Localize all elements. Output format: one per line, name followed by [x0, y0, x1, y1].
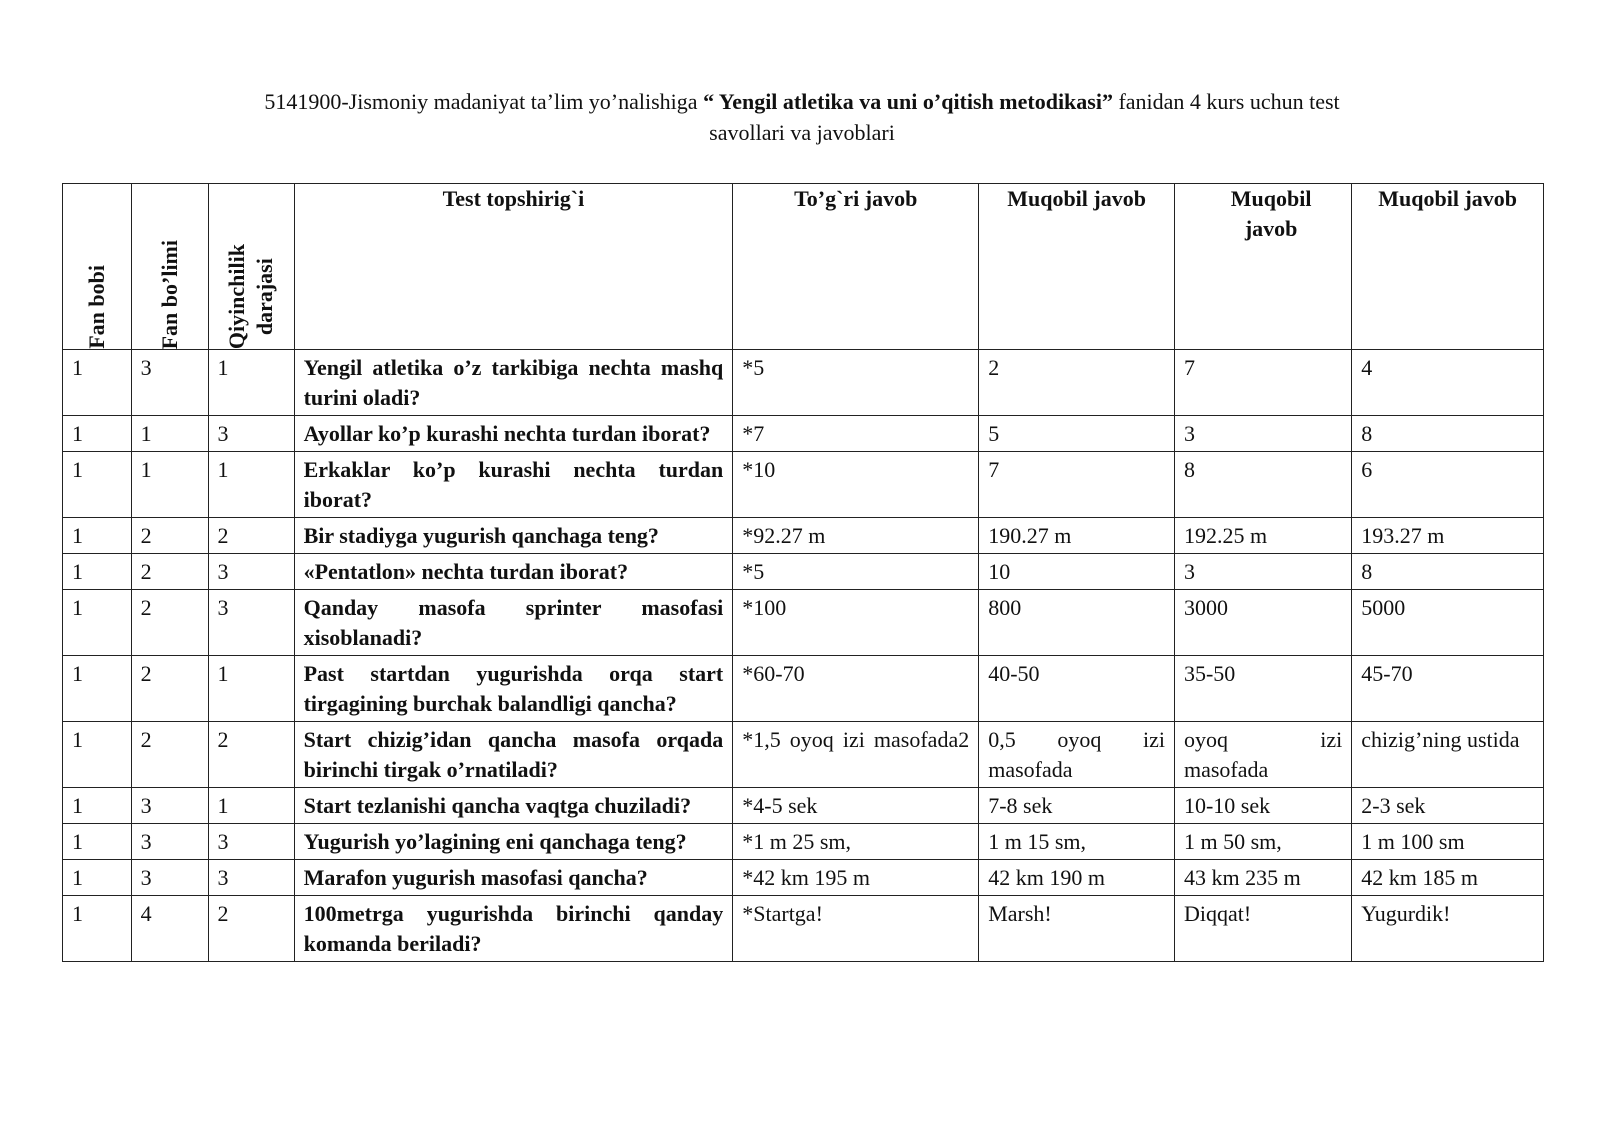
- cell-alt-answer-3: 1 m 100 sm: [1352, 824, 1544, 860]
- cell-daraja: 3: [208, 554, 294, 590]
- cell-alt-answer-1: 1 m 15 sm,: [979, 824, 1175, 860]
- title-subject-name: “ Yengil atletika va uni o’qitish metodikasi”: [703, 89, 1113, 114]
- cell-fan-bobi: 1: [63, 554, 132, 590]
- cell-correct-answer: *7: [733, 416, 979, 452]
- cell-alt-answer-1: 0,5 oyoq izi masofada: [979, 722, 1175, 788]
- cell-alt-answer-3: 2-3 sek: [1352, 788, 1544, 824]
- cell-alt-answer-1: 10: [979, 554, 1175, 590]
- cell-alt-answer-2: 3000: [1174, 590, 1351, 656]
- cell-question: Start tezlanishi qancha vaqtga chuziladi?: [294, 788, 733, 824]
- cell-alt-answer-3: 5000: [1352, 590, 1544, 656]
- cell-alt-answer-1: 2: [979, 350, 1175, 416]
- header-row: [63, 184, 1544, 350]
- cell-alt-answer-3: 193.27 m: [1352, 518, 1544, 554]
- cell-alt-answer-1: 42 km 190 m: [979, 860, 1175, 896]
- cell-alt-answer-2: 3: [1174, 416, 1351, 452]
- cell-alt-answer-3: 4: [1352, 350, 1544, 416]
- cell-alt-answer-3: 6: [1352, 452, 1544, 518]
- cell-daraja: 1: [208, 656, 294, 722]
- cell-correct-answer: *1,5 oyoq izi masofada2: [733, 722, 979, 788]
- cell-alt-answer-1: 40-50: [979, 656, 1175, 722]
- cell-alt-answer-3: 8: [1352, 554, 1544, 590]
- cell-fan-bolimi: 1: [131, 452, 208, 518]
- cell-daraja: 3: [208, 824, 294, 860]
- cell-alt-answer-1: 800: [979, 590, 1175, 656]
- cell-question: 100metrga yugurishda birinchi qanday komanda beriladi?: [294, 896, 733, 962]
- cell-daraja: 1: [208, 452, 294, 518]
- cell-correct-answer: *100: [733, 590, 979, 656]
- header-muqobil-javob-1: Muqobil javob: [979, 184, 1175, 350]
- cell-fan-bolimi: 2: [131, 590, 208, 656]
- cell-daraja: 2: [208, 518, 294, 554]
- cell-daraja: 1: [208, 788, 294, 824]
- cell-correct-answer: *10: [733, 452, 979, 518]
- cell-question: Yengil atletika o’z tarkibiga nechta mashq turini oladi?: [294, 350, 733, 416]
- title-part-2: fanidan 4 kurs uchun test: [1112, 89, 1340, 114]
- cell-fan-bolimi: 3: [131, 350, 208, 416]
- cell-correct-answer: *42 km 195 m: [733, 860, 979, 896]
- cell-alt-answer-2: 43 km 235 m: [1174, 860, 1351, 896]
- cell-alt-answer-3: chizig’ning ustida: [1352, 722, 1544, 788]
- cell-daraja: 1: [208, 350, 294, 416]
- header-fan-bobi: Fan bobi: [63, 184, 132, 350]
- header-togri-javob: To’g`ri javob: [733, 184, 979, 350]
- cell-daraja: 2: [208, 896, 294, 962]
- table-row: [63, 722, 1544, 788]
- cell-question: Marafon yugurish masofasi qancha?: [294, 860, 733, 896]
- cell-fan-bobi: 1: [63, 860, 132, 896]
- cell-correct-answer: *5: [733, 350, 979, 416]
- cell-alt-answer-1: 7: [979, 452, 1175, 518]
- cell-fan-bolimi: 3: [131, 788, 208, 824]
- cell-fan-bobi: 1: [63, 518, 132, 554]
- cell-correct-answer: *1 m 25 sm,: [733, 824, 979, 860]
- table-row: [63, 518, 1544, 554]
- cell-fan-bobi: 1: [63, 722, 132, 788]
- cell-alt-answer-2: 192.25 m: [1174, 518, 1351, 554]
- cell-alt-answer-3: 45-70: [1352, 656, 1544, 722]
- cell-alt-answer-1: 5: [979, 416, 1175, 452]
- cell-fan-bolimi: 1: [131, 416, 208, 452]
- cell-alt-answer-2: 8: [1174, 452, 1351, 518]
- cell-question: Ayollar ko’p kurashi nechta turdan iborat?: [294, 416, 733, 452]
- cell-fan-bobi: 1: [63, 656, 132, 722]
- test-questions-table: [62, 183, 1544, 962]
- cell-alt-answer-2: oyoq izi masofada: [1174, 722, 1351, 788]
- cell-correct-answer: *4-5 sek: [733, 788, 979, 824]
- table-row: [63, 554, 1544, 590]
- header-muqobil-javob-3: Muqobil javob: [1352, 184, 1544, 350]
- cell-fan-bobi: 1: [63, 416, 132, 452]
- cell-fan-bobi: 1: [63, 788, 132, 824]
- cell-alt-answer-2: 3: [1174, 554, 1351, 590]
- cell-alt-answer-2: 7: [1174, 350, 1351, 416]
- table-row: [63, 824, 1544, 860]
- cell-correct-answer: *5: [733, 554, 979, 590]
- cell-fan-bobi: 1: [63, 350, 132, 416]
- table-row: [63, 416, 1544, 452]
- cell-fan-bobi: 1: [63, 452, 132, 518]
- cell-alt-answer-2: 35-50: [1174, 656, 1351, 722]
- header-fan-bolimi: Fan bo’limi: [131, 184, 208, 350]
- document-title: [62, 86, 1542, 148]
- cell-correct-answer: *92.27 m: [733, 518, 979, 554]
- table-row: [63, 452, 1544, 518]
- cell-correct-answer: *Startga!: [733, 896, 979, 962]
- cell-fan-bolimi: 2: [131, 722, 208, 788]
- cell-question: Start chizig’idan qancha masofa orqada birinchi tirgak o’rnatiladi?: [294, 722, 733, 788]
- cell-fan-bolimi: 3: [131, 824, 208, 860]
- cell-alt-answer-3: Yugurdik!: [1352, 896, 1544, 962]
- cell-daraja: 3: [208, 590, 294, 656]
- title-line-2: savollari va javoblari: [709, 120, 895, 145]
- table-row: [63, 788, 1544, 824]
- table-row: [63, 350, 1544, 416]
- cell-alt-answer-3: 42 km 185 m: [1352, 860, 1544, 896]
- cell-alt-answer-3: 8: [1352, 416, 1544, 452]
- table-row: [63, 896, 1544, 962]
- cell-fan-bolimi: 2: [131, 656, 208, 722]
- cell-alt-answer-1: 7-8 sek: [979, 788, 1175, 824]
- title-part-1: 5141900-Jismoniy madaniyat ta’lim yo’nalishiga: [264, 89, 704, 114]
- cell-question: Qanday masofa sprinter masofasi xisoblanadi?: [294, 590, 733, 656]
- cell-fan-bolimi: 2: [131, 554, 208, 590]
- table-row: [63, 860, 1544, 896]
- cell-alt-answer-1: Marsh!: [979, 896, 1175, 962]
- cell-alt-answer-1: 190.27 m: [979, 518, 1175, 554]
- cell-fan-bobi: 1: [63, 590, 132, 656]
- cell-question: Yugurish yo’lagining eni qanchaga teng?: [294, 824, 733, 860]
- cell-daraja: 3: [208, 860, 294, 896]
- cell-alt-answer-2: 10-10 sek: [1174, 788, 1351, 824]
- cell-question: «Pentatlon» nechta turdan iborat?: [294, 554, 733, 590]
- cell-alt-answer-2: Diqqat!: [1174, 896, 1351, 962]
- cell-fan-bolimi: 4: [131, 896, 208, 962]
- cell-daraja: 3: [208, 416, 294, 452]
- cell-question: Erkaklar ko’p kurashi nechta turdan iborat?: [294, 452, 733, 518]
- cell-question: Past startdan yugurishda orqa start tirgagining burchak balandligi qancha?: [294, 656, 733, 722]
- cell-correct-answer: *60-70: [733, 656, 979, 722]
- table-row: [63, 656, 1544, 722]
- cell-fan-bolimi: 2: [131, 518, 208, 554]
- header-qiyinchilik-darajasi: Qiyinchilik darajasi: [208, 184, 294, 350]
- cell-fan-bolimi: 3: [131, 860, 208, 896]
- header-muqobil-javob-2: Muqobil javob: [1174, 184, 1351, 350]
- header-test-topshirigi: Test topshirig`i: [294, 184, 733, 350]
- cell-alt-answer-2: 1 m 50 sm,: [1174, 824, 1351, 860]
- cell-daraja: 2: [208, 722, 294, 788]
- cell-fan-bobi: 1: [63, 824, 132, 860]
- cell-fan-bobi: 1: [63, 896, 132, 962]
- table-row: [63, 590, 1544, 656]
- cell-question: Bir stadiyga yugurish qanchaga teng?: [294, 518, 733, 554]
